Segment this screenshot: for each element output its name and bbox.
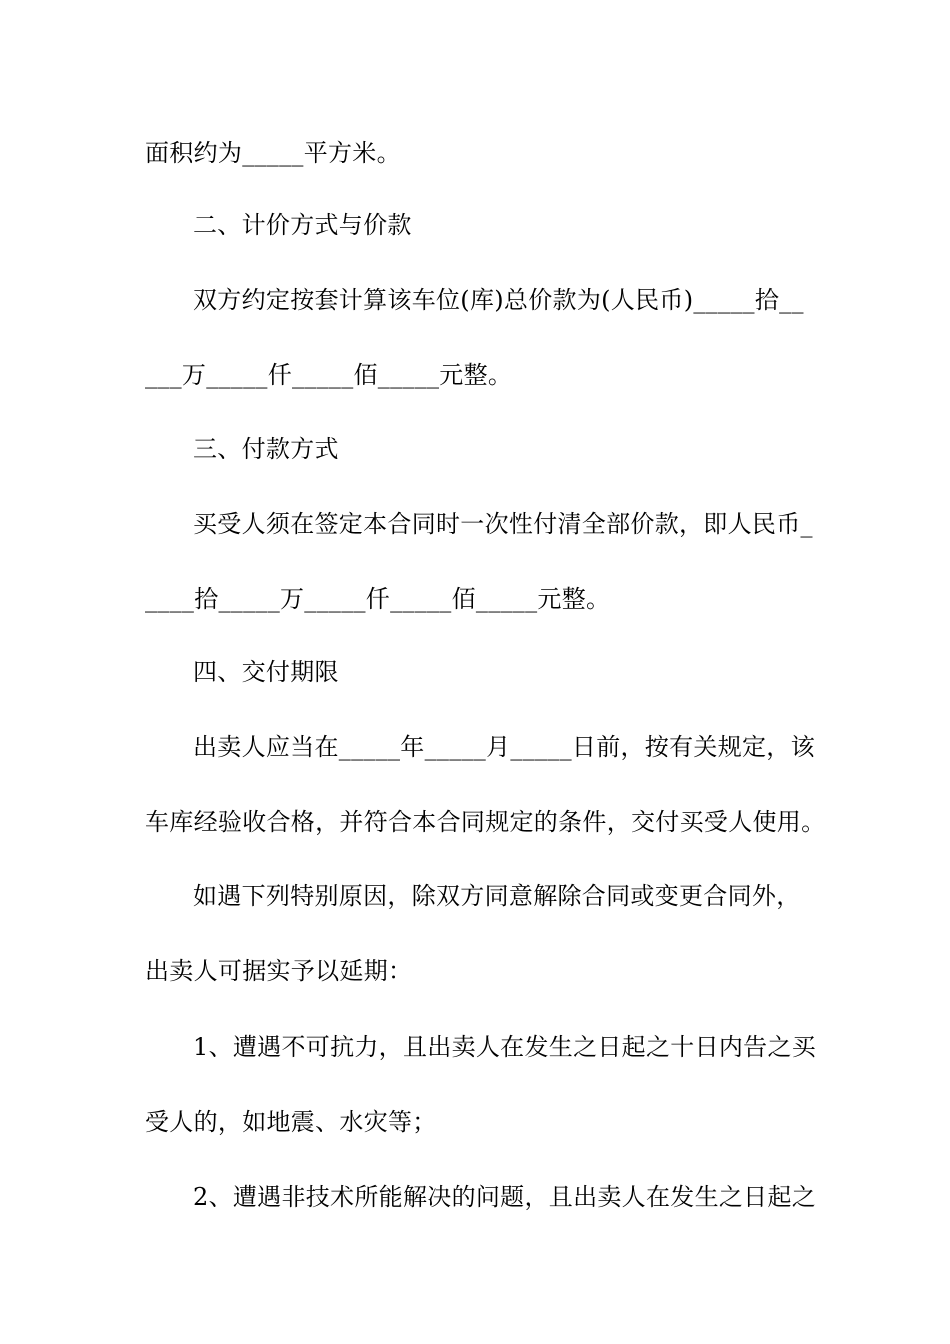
paragraph-delivery-line-2: 车库经验收合格，并符合本合同规定的条件，交付买受人使用。: [145, 808, 826, 836]
paragraph-price-line-2: ___万_____仟_____佰_____元整。: [145, 361, 513, 389]
list-item-1-line-1: 1、遭遇不可抗力，且出卖人在发生之日起之十日内告之买: [193, 1033, 817, 1061]
section-heading-delivery: 四、交付期限: [193, 658, 339, 686]
paragraph-payment-line-2: ____拾_____万_____仟_____佰_____元整。: [145, 585, 611, 613]
paragraph-payment-line-1: 买受人须在签定本合同时一次性付清全部价款，即人民币_: [193, 510, 813, 538]
paragraph-delivery-line-1: 出卖人应当在_____年_____月_____日前，按有关规定，该: [193, 733, 815, 761]
section-heading-pricing: 二、计价方式与价款: [193, 211, 412, 239]
list-item-2-line-1: 2、遭遇非技术所能解决的问题，且出卖人在发生之日起之: [193, 1183, 817, 1211]
section-heading-payment: 三、付款方式: [193, 435, 339, 463]
paragraph-delay-line-1: 如遇下列特别原因，除双方同意解除合同或变更合同外，: [193, 882, 801, 910]
paragraph-price-line-1: 双方约定按套计算该车位(库)总价款为(人民币)_____拾__: [193, 286, 804, 314]
list-item-1-line-2: 受人的，如地震、水灾等；: [145, 1108, 437, 1136]
paragraph-area-line: 面积约为_____平方米。: [145, 139, 401, 167]
paragraph-delay-line-2: 出卖人可据实予以延期：: [145, 957, 413, 985]
